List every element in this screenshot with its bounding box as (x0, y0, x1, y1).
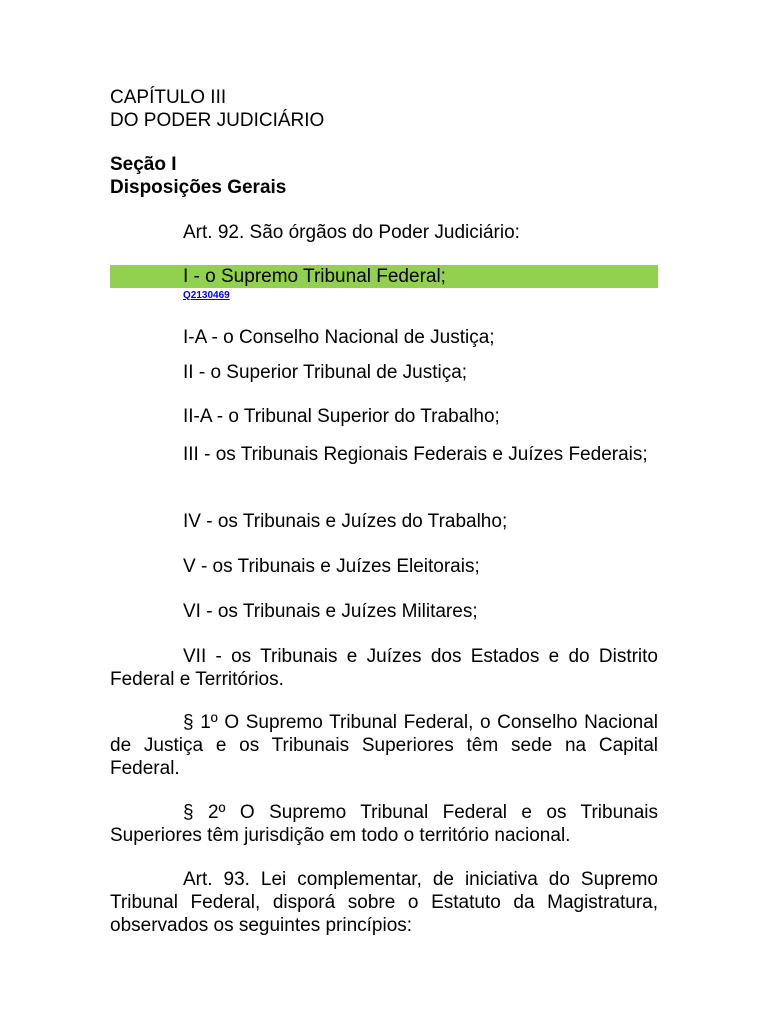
art92-item-ia: I-A - o Conselho Nacional de Justiça; (183, 327, 495, 348)
art92-item-vii: VII - os Tribunais e Juízes dos Estados e do Distrito Federal e Territórios. (110, 646, 658, 690)
art92-item-ii: II - o Superior Tribunal de Justiça; (183, 362, 468, 383)
art92-item-i: I - o Supremo Tribunal Federal; (183, 266, 446, 287)
chapter-title: DO PODER JUDICIÁRIO (110, 110, 325, 131)
highlighted-item-i (110, 265, 658, 288)
art92-item-iii: III - os Tribunais Regionais Federais e Juízes Federais; (183, 444, 648, 465)
art92-paragraph-2: § 2º O Supremo Tribunal Federal e os Tribunais Superiores têm jurisdição em todo o território nacional. (110, 802, 658, 846)
section-title: Disposições Gerais (110, 177, 287, 198)
chapter-number: CAPÍTULO III (110, 87, 227, 108)
art92-item-iia: II-A - o Tribunal Superior do Trabalho; (183, 406, 500, 427)
art92-item-vi: VI - os Tribunais e Juízes Militares; (183, 601, 478, 622)
art93-caput: Art. 93. Lei complementar, de iniciativa do Supremo Tribunal Federal, disporá sobre o Estatuto da Magistratura, observados os seguintes princípios: (110, 869, 658, 936)
art92-paragraph-1: § 1º O Supremo Tribunal Federal, o Conselho Nacional de Justiça e os Tribunais Superiores têm sede na Capital Federal. (110, 712, 658, 779)
question-link[interactable]: Q2130469 (183, 290, 230, 301)
art92-item-v: V - os Tribunais e Juízes Eleitorais; (183, 556, 480, 577)
section-number: Seção I (110, 154, 177, 175)
art92-item-iv: IV - os Tribunais e Juízes do Trabalho; (183, 511, 508, 532)
art92-caput: Art. 92. São órgãos do Poder Judiciário: (183, 222, 520, 243)
